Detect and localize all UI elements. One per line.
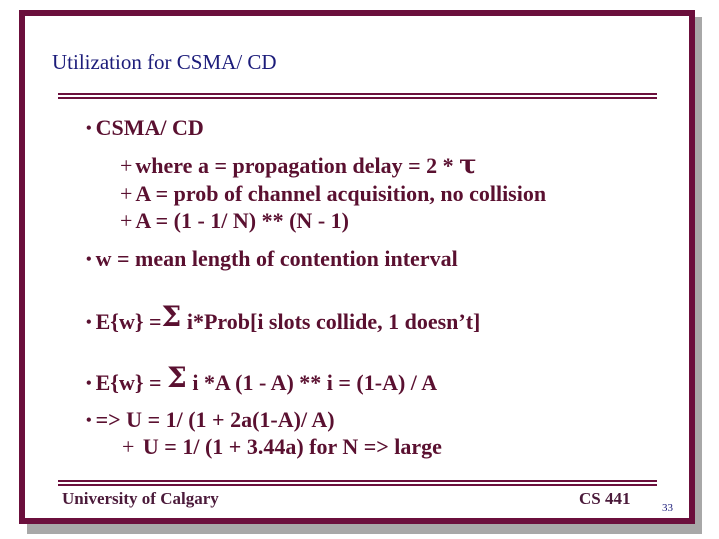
title-divider-second <box>58 97 657 99</box>
sub-bullet-utilization-large-n <box>122 434 442 460</box>
sub-bullet-a-formula <box>120 208 349 234</box>
bullet-prefix: E{w} = <box>95 309 162 334</box>
footer-divider <box>58 480 657 482</box>
sub-bullet-propagation-delay <box>120 150 477 180</box>
bullet-text: CSMA/ CD <box>95 115 204 140</box>
sub-bullet-text: A = prob of channel acquisition, no collision <box>135 181 547 206</box>
sigma-symbol: Σ <box>161 300 182 333</box>
footer-university: University of Calgary <box>62 489 219 508</box>
bullet-marker: • <box>86 412 92 429</box>
bullet-marker: • <box>86 251 92 268</box>
bullet-text: => U = 1/ (1 + 2a(1-A)/ A) <box>95 407 335 432</box>
bullet-csma-cd <box>86 115 204 141</box>
slide-title: Utilization for CSMA/ CD <box>52 50 277 74</box>
bullet-utilization <box>86 407 335 433</box>
sub-bullet-marker: + <box>120 153 133 178</box>
sub-bullet-text: where a = propagation delay = 2 * <box>135 153 460 178</box>
bullet-marker: • <box>86 314 92 331</box>
footer-course: CS 441 <box>579 489 631 508</box>
bullet-expected-w-result <box>86 361 437 396</box>
footer-divider-second <box>58 484 657 486</box>
bullet-text: w = mean length of contention interval <box>95 246 458 271</box>
sub-bullet-marker: + <box>120 208 133 233</box>
sub-bullet-marker: + <box>120 181 133 206</box>
sub-bullet-marker: + <box>122 434 135 459</box>
sub-bullet-prob-acquisition <box>120 181 546 207</box>
sigma-symbol: Σ <box>167 361 187 394</box>
sub-bullet-text: U = 1/ (1 + 3.44a) for N => large <box>137 434 442 459</box>
tau-symbol: τ <box>459 150 477 180</box>
bullet-text: i*Prob[i slots collide, 1 doesn’t] <box>181 309 481 334</box>
title-divider <box>58 93 657 95</box>
sub-bullet-text: A = (1 - 1/ N) ** (N - 1) <box>135 208 349 233</box>
bullet-marker: • <box>86 375 92 392</box>
bullet-prefix: E{w} = <box>95 370 168 395</box>
bullet-expected-w-sum <box>86 300 480 335</box>
bullet-text: i *A (1 - A) ** i = (1-A) / A <box>186 370 438 395</box>
bullet-contention-interval <box>86 246 458 272</box>
page-number: 33 <box>662 502 673 514</box>
bullet-marker: • <box>86 120 92 137</box>
